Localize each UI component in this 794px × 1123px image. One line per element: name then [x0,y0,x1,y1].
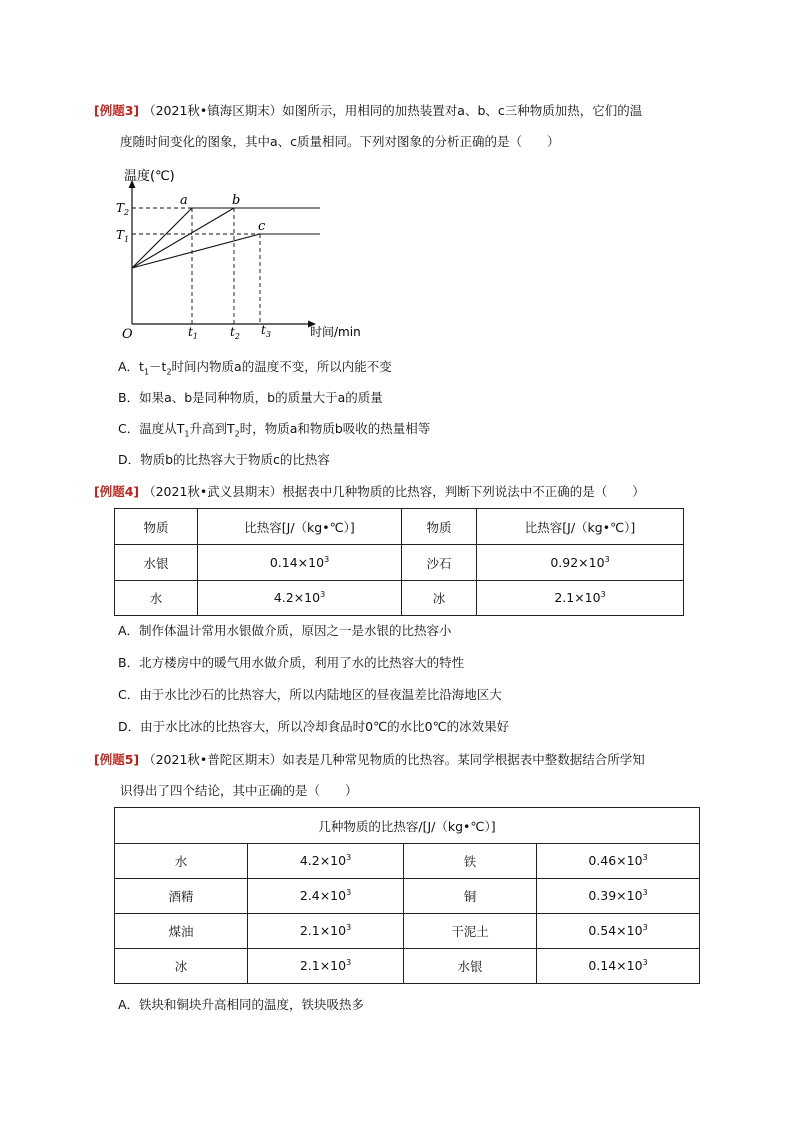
graph-ylabel: 温度(℃) [124,169,175,184]
cell-value: $2.1\times 10^3$ [477,581,684,616]
header-heat-2: 比热容[J/（kg•℃）] [477,509,684,545]
ex3-question-text1: （2021秋•镇海区期末）如图所示，用相同的加热装置对a、b、c三种物质加热，它们的温 [143,103,643,118]
header-heat-1: 比热容[J/（kg•℃）] [198,509,402,545]
cell-value: $0.92\times 10^3$ [477,545,684,581]
cell-substance: 煤油 [115,914,248,949]
ex4-option-d: D．由于水比冰的比热容大，所以冷却食品时0℃的水比0℃的冰效果好 [118,719,510,734]
ex4-question-text1: （2021秋•武义县期末）根据表中几种物质的比热容，判断下列说法中不正确的是（ ） [143,484,645,499]
cell-value: $2.1\times 10^3$ [248,914,404,949]
label-t1: $t_1$ [188,325,198,341]
cell-substance: 铁 [404,844,537,879]
ex3-option-d: D．物质b的比热容大于物质c的比热容 [118,452,330,467]
label-t2: $t_2$ [230,325,240,341]
ex3-question-line1 [94,102,642,120]
cell-substance: 水 [115,844,248,879]
table-caption: 几种物质的比热容/[J/（kg•℃）] [115,808,700,844]
table-row [115,545,684,581]
ex5-option-a: A．铁块和铜块升高相同的温度，铁块吸热多 [118,997,365,1012]
ex4-question-line1 [94,483,645,501]
ex4-option-c: C．由于水比沙石的比热容大，所以内陆地区的昼夜温差比沿海地区大 [118,687,502,702]
table-row [115,914,700,949]
cell-substance: 冰 [402,581,477,616]
label-c: c [258,219,266,234]
graph-xlabel: 时间/min [310,325,361,339]
table-row [115,581,684,616]
label-b: b [232,193,241,208]
table-row [115,879,700,914]
label-T1: $T_1$ [116,228,130,244]
cell-substance: 沙石 [402,545,477,581]
cell-value: $0.14\times 10^3$ [198,545,402,581]
table-header-row [115,509,684,545]
ex3-option-b: B．如果a、b是同种物质，b的质量大于a的质量 [118,390,383,405]
cell-substance: 冰 [115,949,248,984]
ex3-option-c: C．温度从$T_1$升高到$T_2$时，物质a和物质b吸收的热量相等 [118,421,431,439]
ex3-question-line2: 度随时间变化的图象，其中a、c质量相同。下列对图象的分析正确的是（ ） [120,134,560,149]
ex5-question-text1: （2021秋•普陀区期末）如表是几种常见物质的比热容。某同学根据表中整数据结合所学知 [143,752,645,767]
ex4-option-b: B．北方楼房中的暖气用水做介质，利用了水的比热容大的特性 [118,655,465,670]
label-T2: $T_2$ [116,201,130,217]
cell-substance: 水 [115,581,198,616]
header-substance-2: 物质 [402,509,477,545]
curve-c-rise [132,234,260,268]
cell-substance: 水银 [404,949,537,984]
ex3-option-a: A．$t_1-t_2$时间内物质a的温度不变，所以内能不变 [118,359,392,377]
label-t3: $t_3$ [261,323,271,339]
cell-value: $0.39\times 10^3$ [537,879,700,914]
cell-substance: 水银 [115,545,198,581]
ex4-specific-heat-table [114,508,684,616]
cell-substance: 铜 [404,879,537,914]
ex3-temperature-graph [110,164,370,344]
ex5-specific-heat-table [114,807,700,984]
ex5-tag: [例题5] [94,752,140,767]
cell-value: $0.54\times 10^3$ [537,914,700,949]
ex5-question-line1 [94,751,645,769]
label-a: a [180,193,188,208]
table-row [115,844,700,879]
cell-value: $0.14\times 10^3$ [537,949,700,984]
cell-value: $0.46\times 10^3$ [537,844,700,879]
cell-value: $4.2\times 10^3$ [248,844,404,879]
graph-origin: O [122,327,133,342]
ex4-tag: [例题4] [94,484,140,499]
cell-substance: 干泥土 [404,914,537,949]
table-row [115,949,700,984]
header-substance-1: 物质 [115,509,198,545]
table-caption-row [115,808,700,844]
cell-value: $2.1\times 10^3$ [248,949,404,984]
ex4-option-a: A．制作体温计常用水银做介质，原因之一是水银的比热容小 [118,623,452,638]
cell-value: $2.4\times 10^3$ [248,879,404,914]
ex5-question-line2: 识得出了四个结论，其中正确的是（ ） [120,783,358,798]
ex3-tag: [例题3] [94,103,140,118]
cell-substance: 酒精 [115,879,248,914]
cell-value: $4.2\times 10^3$ [198,581,402,616]
